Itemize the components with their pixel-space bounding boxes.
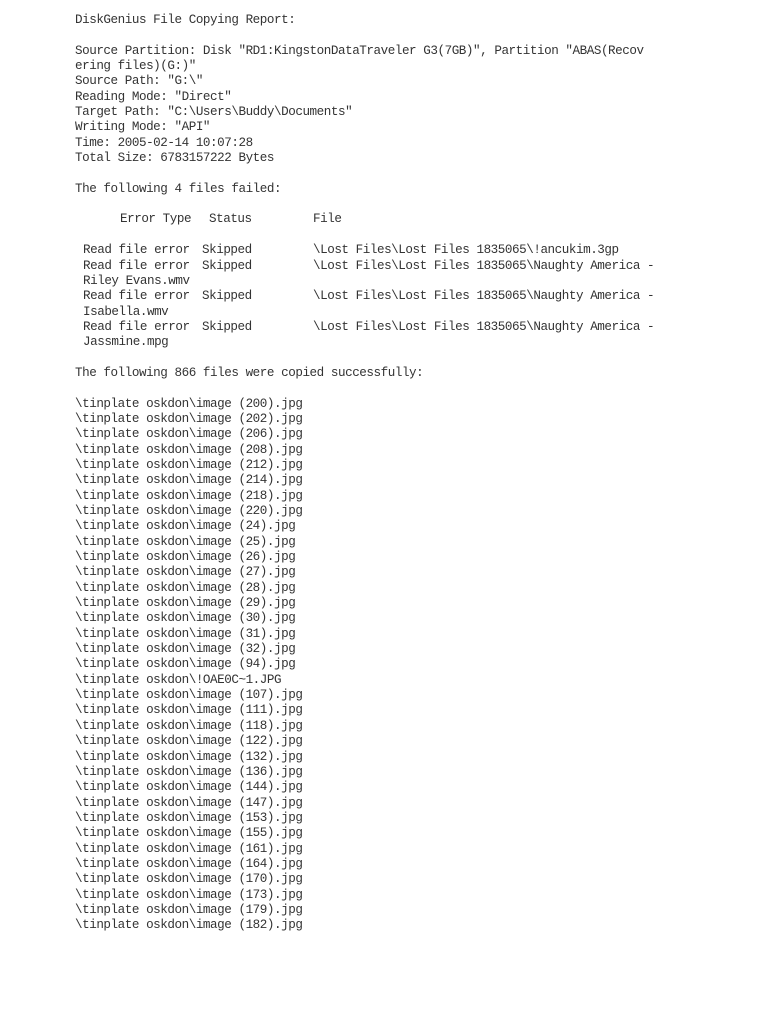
failed-row-left (75, 243, 313, 258)
failed-row (75, 289, 695, 304)
copied-file-item: \tinplate oskdon\!OAE0C~1.JPG (75, 672, 282, 687)
failed-status: Skipped (202, 243, 252, 258)
copied-file-item: \tinplate oskdon\image (170).jpg (75, 872, 303, 887)
copied-file-item: \tinplate oskdon\image (218).jpg (75, 488, 303, 503)
copied-file-item: \tinplate oskdon\image (107).jpg (75, 688, 303, 703)
failed-file-path-wrap: Jassmine.mpg (83, 335, 169, 350)
failed-error-type: Read file error (83, 319, 190, 334)
copied-file-item: \tinplate oskdon\image (147).jpg (75, 795, 303, 810)
source-path: Source Path: "G:\" (75, 74, 203, 89)
failed-file-path: \Lost Files\Lost Files 1835065\Naughty America - (313, 258, 655, 273)
failed-table-header (75, 212, 695, 227)
failed-table-body (75, 243, 695, 350)
failed-row-left (75, 320, 313, 335)
copied-file-item: \tinplate oskdon\image (153).jpg (75, 810, 303, 825)
failed-file-path: \Lost Files\Lost Files 1835065\!ancukim.3gp (313, 243, 619, 258)
copied-file-item: \tinplate oskdon\image (173).jpg (75, 887, 303, 902)
header-error-type: Error Type (120, 212, 192, 227)
copied-file-item: \tinplate oskdon\image (144).jpg (75, 780, 303, 795)
failed-status: Skipped (202, 289, 252, 304)
report-title: DiskGenius File Copying Report: (75, 13, 296, 27)
copied-file-item: \tinplate oskdon\image (25).jpg (75, 534, 296, 549)
copied-file-item: \tinplate oskdon\image (28).jpg (75, 580, 296, 595)
target-path: Target Path: "C:\Users\Buddy\Documents" (75, 105, 353, 120)
failed-row-left (75, 259, 313, 274)
spacer (75, 351, 695, 366)
source-partition-line-2: ering files)(G:)" (75, 59, 196, 74)
failed-row (75, 259, 695, 274)
copied-file-item: \tinplate oskdon\image (122).jpg (75, 734, 303, 749)
failed-error-type: Read file error (83, 243, 190, 258)
failed-file-path-wrap: Isabella.wmv (83, 304, 169, 319)
failed-row-left (75, 289, 313, 304)
copied-file-item: \tinplate oskdon\image (29).jpg (75, 596, 296, 611)
copied-file-item: \tinplate oskdon\image (155).jpg (75, 826, 303, 841)
copied-file-item: \tinplate oskdon\image (26).jpg (75, 550, 296, 565)
copied-file-item: \tinplate oskdon\image (111).jpg (75, 703, 303, 718)
report-time: Time: 2005-02-14 10:07:28 (75, 135, 253, 150)
copied-file-item: \tinplate oskdon\image (31).jpg (75, 626, 296, 641)
failed-row (75, 243, 695, 258)
copied-file-item: \tinplate oskdon\image (161).jpg (75, 841, 303, 856)
spacer (75, 228, 695, 243)
copied-file-item: \tinplate oskdon\image (200).jpg (75, 396, 303, 411)
report-document (75, 13, 695, 934)
copied-file-item: \tinplate oskdon\image (30).jpg (75, 611, 296, 626)
header-file: File (313, 212, 342, 227)
spacer (75, 197, 695, 212)
spacer (75, 28, 695, 43)
failed-heading: The following 4 files failed: (75, 181, 282, 196)
copied-file-item: \tinplate oskdon\image (94).jpg (75, 657, 296, 672)
failed-file-path-wrap: Riley Evans.wmv (83, 273, 190, 288)
total-size: Total Size: 6783157222 Bytes (75, 151, 275, 166)
copied-file-item: \tinplate oskdon\image (32).jpg (75, 642, 296, 657)
copied-file-item: \tinplate oskdon\image (27).jpg (75, 565, 296, 580)
source-partition-line-1: Source Partition: Disk "RD1:KingstonDataTraveler G3(7GB)", Partition "ABAS(Recov (75, 43, 644, 58)
failed-error-type: Read file error (83, 289, 190, 304)
failed-error-type: Read file error (83, 258, 190, 273)
copied-file-item: \tinplate oskdon\image (136).jpg (75, 764, 303, 779)
writing-mode: Writing Mode: "API" (75, 120, 211, 135)
copied-file-item: \tinplate oskdon\image (179).jpg (75, 902, 303, 917)
copied-file-item: \tinplate oskdon\image (202).jpg (75, 411, 303, 426)
copied-heading: The following 866 files were copied successfully: (75, 365, 424, 380)
copied-file-item: \tinplate oskdon\image (220).jpg (75, 504, 303, 518)
reading-mode: Reading Mode: "Direct" (75, 89, 232, 104)
header-status: Status (209, 212, 252, 227)
copied-file-item: \tinplate oskdon\image (118).jpg (75, 718, 303, 733)
copied-file-item: \tinplate oskdon\image (214).jpg (75, 473, 303, 488)
copied-file-item: \tinplate oskdon\image (164).jpg (75, 856, 303, 871)
copied-file-item: \tinplate oskdon\image (212).jpg (75, 457, 303, 472)
copied-file-item: \tinplate oskdon\image (182).jpg (75, 918, 303, 933)
spacer (75, 166, 695, 181)
failed-status: Skipped (202, 258, 252, 273)
copied-file-item: \tinplate oskdon\image (208).jpg (75, 442, 303, 457)
copied-file-item: \tinplate oskdon\image (206).jpg (75, 427, 303, 442)
failed-row (75, 320, 695, 335)
failed-status: Skipped (202, 319, 252, 334)
failed-file-path: \Lost Files\Lost Files 1835065\Naughty America - (313, 289, 655, 304)
copied-file-item: \tinplate oskdon\image (24).jpg (75, 519, 296, 534)
spacer (75, 381, 695, 396)
copied-file-list (75, 397, 695, 934)
copied-file-item: \tinplate oskdon\image (132).jpg (75, 749, 303, 764)
failed-file-path: \Lost Files\Lost Files 1835065\Naughty America - (313, 319, 655, 334)
